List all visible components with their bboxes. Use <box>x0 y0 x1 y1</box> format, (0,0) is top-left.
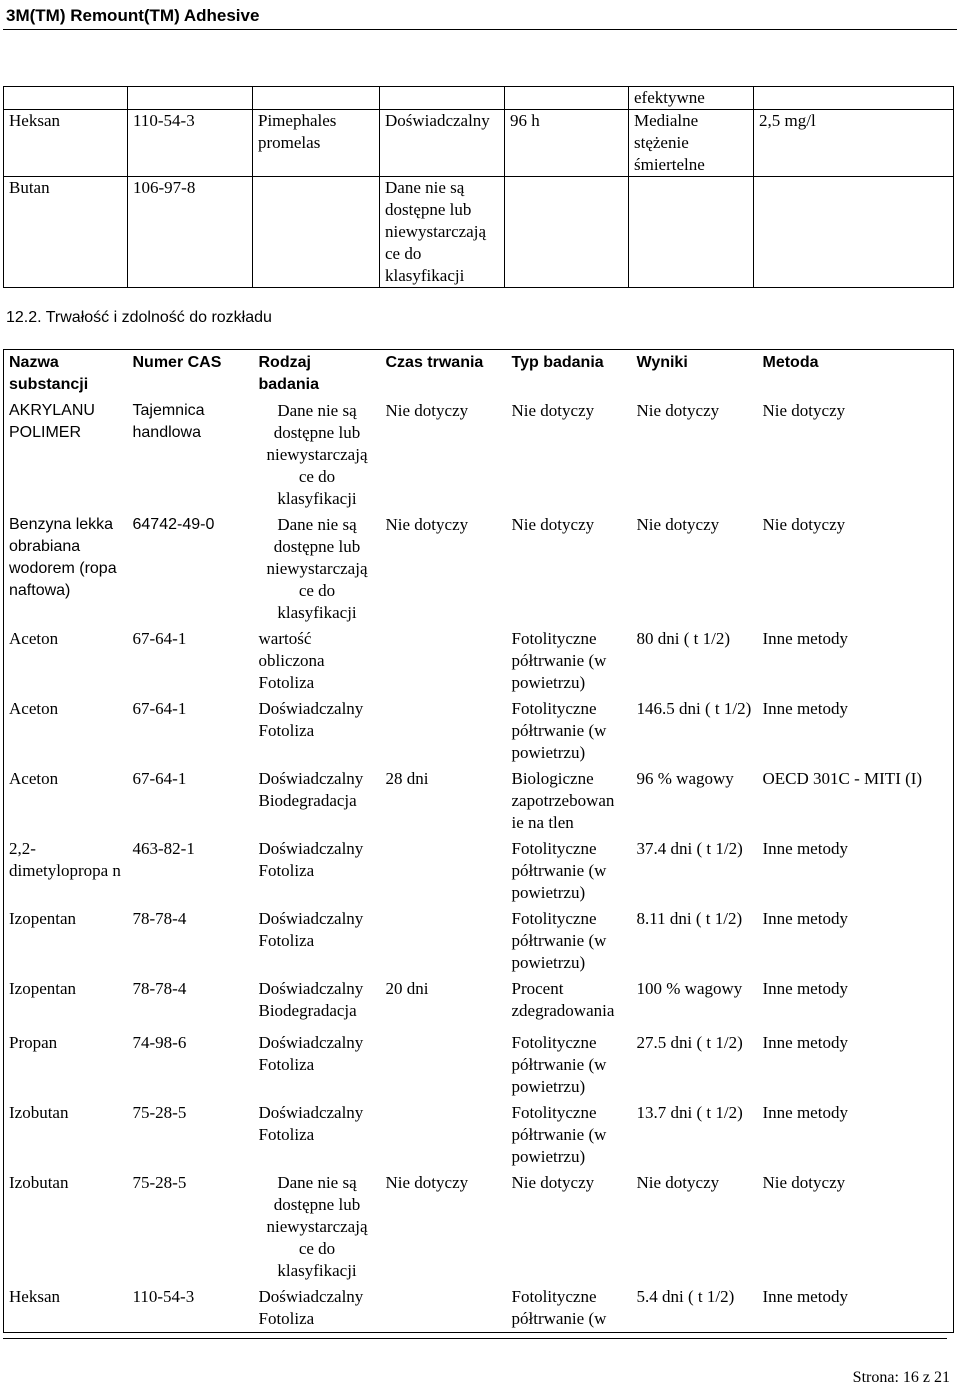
table-cell: Fotolityczne półtrwanie (w <box>511 1287 607 1328</box>
table-cell: Nie dotyczy <box>511 401 595 420</box>
table-cell: Biologiczne zapotrzebowan ie na tlen <box>511 769 615 832</box>
table-cell: 67-64-1 <box>132 699 187 718</box>
table-cell: Inne metody <box>762 1033 848 1052</box>
column-header: Typ badania <box>511 354 604 371</box>
table-cell: Fotolityczne półtrwanie (w powietrzu) <box>511 1103 607 1166</box>
table-row <box>4 110 954 177</box>
table-cell: 75-28-5 <box>132 1103 187 1122</box>
table-cell: Nie dotyczy <box>636 515 720 534</box>
table-cell: Fotolityczne półtrwanie (w powietrzu) <box>511 629 607 692</box>
table-cell: Nie dotyczy <box>511 515 595 534</box>
table-cell: Dane nie są dostępne lub niewystarczają ce do klasyfikacji <box>266 1173 368 1280</box>
table-cell: 37.4 dni ( t 1/2) <box>636 839 743 858</box>
table-row <box>4 836 954 906</box>
table-cell: Inne metody <box>762 699 848 718</box>
table-cell: 2,2-dimetylopropa n <box>9 839 121 880</box>
table-row <box>4 512 954 626</box>
table-cell: 100 % wagowy <box>636 979 743 998</box>
table-cell <box>629 177 754 288</box>
table-cell <box>380 87 505 110</box>
table-cell: 2,5 mg/l <box>754 110 954 177</box>
table-cell: 78-78-4 <box>132 909 187 928</box>
table-cell: 78-78-4 <box>132 979 187 998</box>
table-cell: 28 dni <box>385 769 429 788</box>
table-cell: Dane nie są dostępne lub niewystarczają ce do klasyfikacji <box>266 401 368 508</box>
table-cell: Nie dotyczy <box>385 401 469 420</box>
table-cell: Nie dotyczy <box>385 515 469 534</box>
table-cell <box>381 626 507 696</box>
table-cell: 146.5 dni ( t 1/2) <box>636 699 752 718</box>
table-row <box>4 398 954 512</box>
column-header: Czas trwania <box>385 354 484 371</box>
table-cell: Doświadczalny <box>380 110 505 177</box>
table-cell: 106-97-8 <box>128 177 253 288</box>
table-cell <box>505 87 629 110</box>
table-cell: Inne metody <box>762 979 848 998</box>
table-cell: Izobutan <box>9 1103 69 1122</box>
table-cell <box>381 836 507 906</box>
table-cell: Aceton <box>9 629 59 648</box>
table-cell: 74-98-6 <box>132 1033 187 1052</box>
table-row <box>4 1100 954 1170</box>
table-cell: 67-64-1 <box>132 769 187 788</box>
table-cell <box>754 177 954 288</box>
table-cell: Dane nie są dostępne lub niewystarczają ce do klasyfikacji <box>266 515 368 622</box>
table-cell: Doświadczalny Fotoliza <box>258 699 364 740</box>
page-header <box>0 0 960 32</box>
table-cell: Doświadczalny Fotoliza <box>258 1033 364 1074</box>
table-cell: Medialne stężenie śmiertelne <box>629 110 754 177</box>
header-divider <box>3 29 957 30</box>
table-row <box>4 626 954 696</box>
table-cell: 96 % wagowy <box>636 769 734 788</box>
table-cell: Doświadczalny Fotoliza <box>258 1103 364 1144</box>
table-cell <box>381 906 507 976</box>
table-cell: Benzyna lekka obrabiana wodorem (ropa naftowa) <box>9 516 117 599</box>
table-cell <box>128 87 253 110</box>
table-cell: Pimephales promelas <box>253 110 380 177</box>
table-cell: Tajemnica handlowa <box>132 402 205 441</box>
table-cell: 67-64-1 <box>132 629 187 648</box>
table-cell: Inne metody <box>762 909 848 928</box>
table-cell: 75-28-5 <box>132 1173 187 1192</box>
table-cell: Nie dotyczy <box>762 401 846 420</box>
section-title: 12.2. Trwałość i zdolność do rozkładu <box>6 309 272 326</box>
table-row <box>4 87 954 110</box>
table-cell: Procent zdegradowania <box>511 979 615 1020</box>
table-row <box>4 177 954 288</box>
table-row <box>4 1170 954 1284</box>
footer-divider <box>3 1338 947 1339</box>
table-cell: 80 dni ( t 1/2) <box>636 629 730 648</box>
table-cell: Fotolityczne półtrwanie (w powietrzu) <box>511 909 607 972</box>
table-cell: 5.4 dni ( t 1/2) <box>636 1287 735 1306</box>
table-cell: Izopentan <box>9 909 77 928</box>
table-cell: 27.5 dni ( t 1/2) <box>636 1033 743 1052</box>
table-cell: Propan <box>9 1033 58 1052</box>
table-cell: Nie dotyczy <box>636 1173 720 1192</box>
table-cell: Fotolityczne półtrwanie (w powietrzu) <box>511 699 607 762</box>
table-cell: Inne metody <box>762 839 848 858</box>
table-cell: Fotolityczne półtrwanie (w powietrzu) <box>511 1033 607 1096</box>
table-cell <box>381 1030 507 1100</box>
table-cell: Nie dotyczy <box>762 515 846 534</box>
column-header: Numer CAS <box>132 354 222 371</box>
table-row <box>4 1030 954 1100</box>
table-cell <box>381 696 507 766</box>
table-cell: 13.7 dni ( t 1/2) <box>636 1103 743 1122</box>
table-cell: Inne metody <box>762 629 848 648</box>
column-header: Rodzaj badania <box>258 354 319 393</box>
table-cell: AKRYLANU POLIMER <box>9 402 95 441</box>
table-cell: Heksan <box>4 110 128 177</box>
table-cell <box>505 177 629 288</box>
table-cell: Nie dotyczy <box>636 401 720 420</box>
table-cell: Doświadczalny Fotoliza <box>258 909 364 950</box>
table-cell: 20 dni <box>385 979 429 998</box>
table-row <box>4 976 954 1024</box>
table-row <box>4 1284 954 1333</box>
table-cell: Nie dotyczy <box>385 1173 469 1192</box>
table-cell <box>381 1284 507 1333</box>
table-cell: Nie dotyczy <box>762 1173 846 1192</box>
table-cell: Doświadczalny Biodegradacja <box>258 979 364 1020</box>
table-cell: Heksan <box>9 1287 60 1306</box>
table-cell: Izobutan <box>9 1173 69 1192</box>
table-cell: Inne metody <box>762 1103 848 1122</box>
table-cell: Fotolityczne półtrwanie (w powietrzu) <box>511 839 607 902</box>
table-cell <box>253 87 380 110</box>
table-cell: Doświadczalny Fotoliza <box>258 839 364 880</box>
table-cell: Aceton <box>9 699 59 718</box>
table-cell: efektywne <box>629 87 754 110</box>
table-cell: Nie dotyczy <box>511 1173 595 1192</box>
page-number: Strona: 16 z 21 <box>852 1369 950 1386</box>
table-cell <box>381 1100 507 1170</box>
table-cell: Butan <box>4 177 128 288</box>
table-cell: Dane nie są dostępne lub niewystarczają ce do klasyfikacji <box>380 177 505 288</box>
table-cell: 110-54-3 <box>132 1287 195 1306</box>
table-cell: 64742-49-0 <box>132 516 215 533</box>
table-cell: Aceton <box>9 769 59 788</box>
table-cell: Izopentan <box>9 979 77 998</box>
table-row <box>4 766 954 836</box>
column-header: Wyniki <box>636 354 688 371</box>
table-cell <box>754 87 954 110</box>
toxicity-table <box>3 86 954 288</box>
table-cell: OECD 301C - MITI (I) <box>762 769 923 788</box>
table-header-row <box>4 350 954 399</box>
table-row <box>4 906 954 976</box>
table-cell: 8.11 dni ( t 1/2) <box>636 909 743 928</box>
column-header: Nazwa substancji <box>9 354 89 393</box>
table-cell: Doświadczalny Fotoliza <box>258 1287 364 1328</box>
table-cell: 110-54-3 <box>128 110 253 177</box>
table-cell: 463-82-1 <box>132 839 195 858</box>
table-cell: 96 h <box>505 110 629 177</box>
column-header: Metoda <box>762 354 819 371</box>
table-cell: wartość obliczona Fotoliza <box>258 629 325 692</box>
table-row <box>4 696 954 766</box>
table-cell <box>4 87 128 110</box>
degradability-table <box>3 349 954 1333</box>
table-cell <box>253 177 380 288</box>
document-title: 3M(TM) Remount(TM) Adhesive <box>6 6 260 25</box>
table-cell: Doświadczalny Biodegradacja <box>258 769 364 810</box>
table-cell: Inne metody <box>762 1287 848 1306</box>
